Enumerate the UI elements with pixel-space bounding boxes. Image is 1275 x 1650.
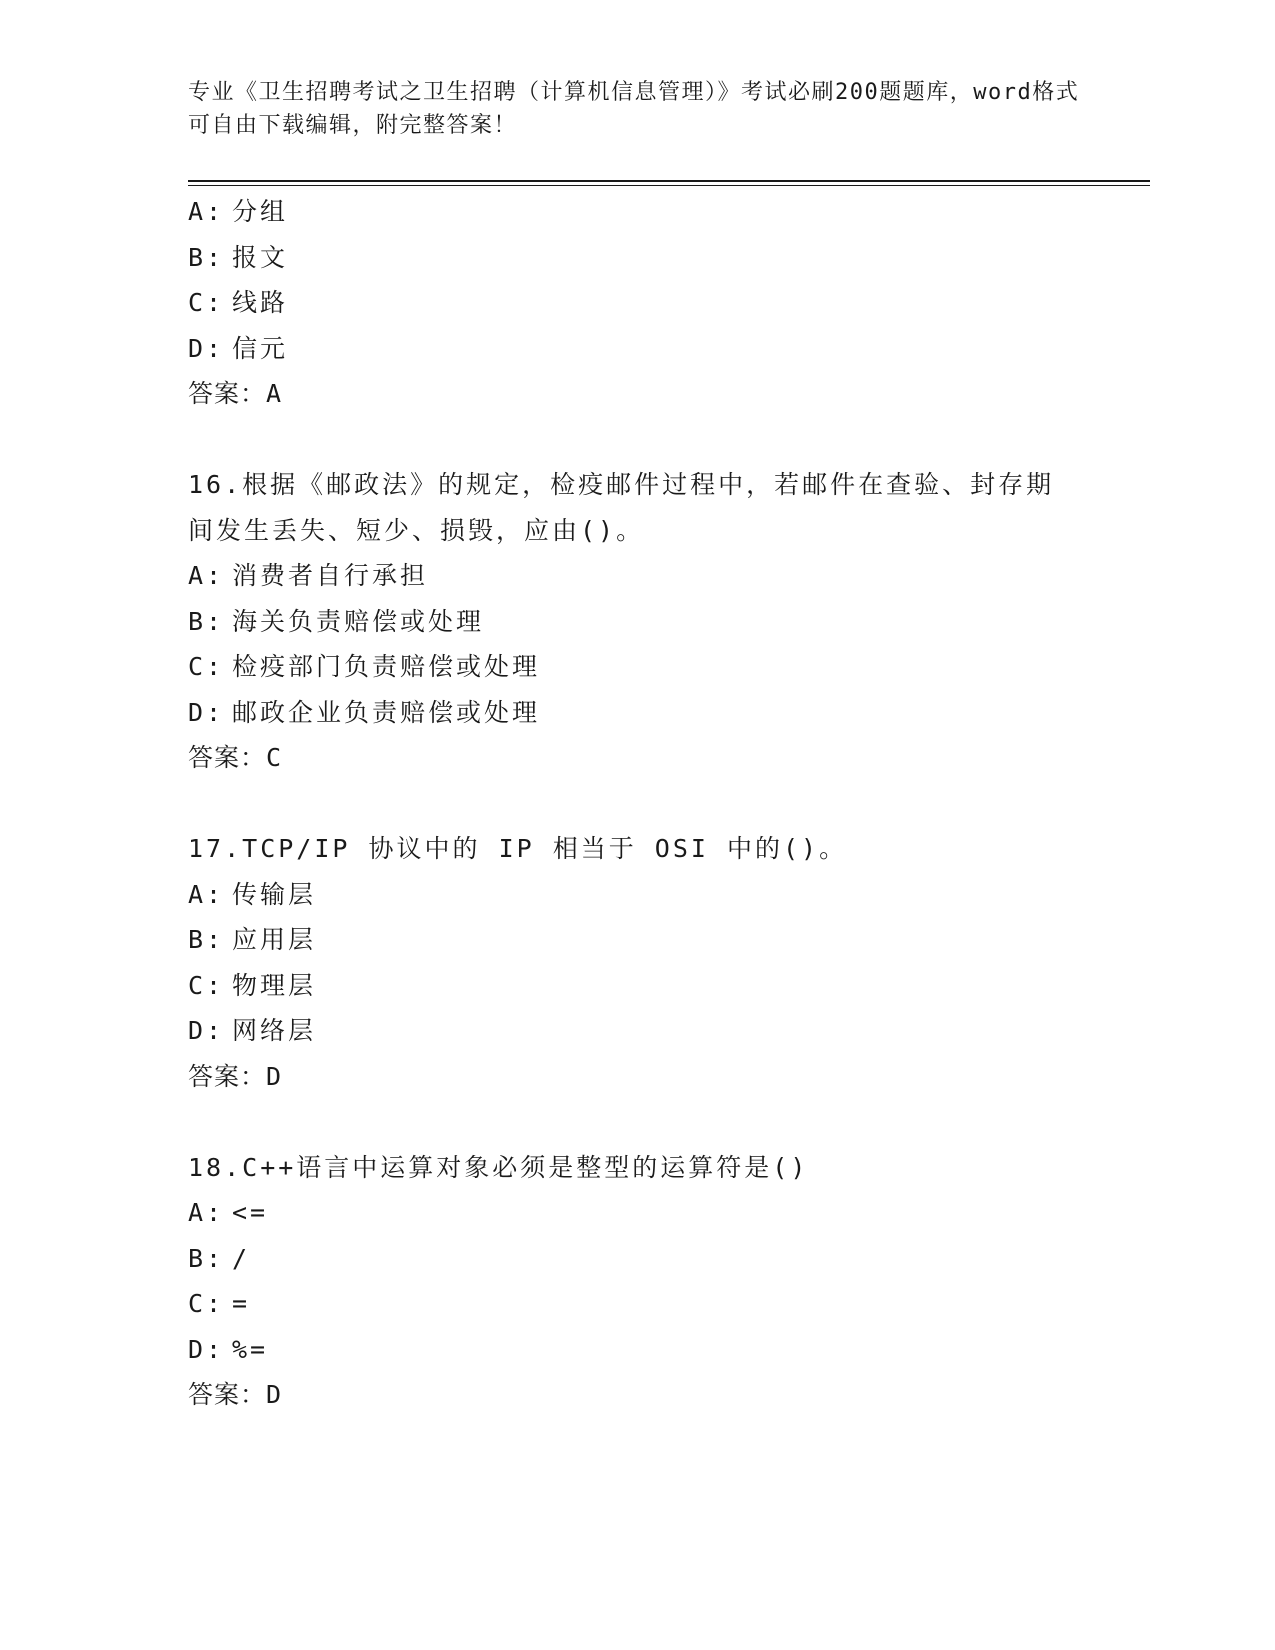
option-text: 传输层 [232, 879, 317, 909]
option-letter: B: [188, 1243, 225, 1273]
question-16 [188, 462, 1088, 781]
option-a [188, 872, 1088, 918]
answer-value: A [266, 379, 283, 408]
question-text-line-1: 18.C++语言中运算对象必须是整型的运算符是() [188, 1152, 809, 1182]
question-17 [188, 826, 1088, 1099]
option-text: 分组 [232, 197, 289, 226]
spacer [188, 781, 1088, 827]
answer-value: C [266, 743, 283, 772]
option-text: = [232, 1289, 251, 1318]
option-text: 网络层 [232, 1016, 317, 1045]
option-a [188, 1190, 1088, 1236]
option-d [188, 1008, 1088, 1054]
option-letter: B: [188, 242, 225, 272]
option-b [188, 599, 1088, 645]
option-text: / [232, 1243, 251, 1273]
option-b [188, 1236, 1088, 1282]
option-letter: B: [188, 925, 225, 954]
option-letter: D: [188, 697, 225, 727]
answer-line [188, 1054, 1088, 1100]
option-d [188, 690, 1088, 736]
answer-label: 答案： [188, 743, 267, 772]
answer-label: 答案： [188, 1380, 267, 1409]
header-rule-thick [188, 180, 1150, 182]
answer-label: 答案： [188, 379, 267, 408]
option-text: <= [232, 1198, 269, 1227]
spacer [188, 417, 1088, 463]
option-text: 海关负责赔偿或处理 [232, 606, 485, 636]
option-letter: C: [188, 288, 225, 317]
question-text-line-1: 17.TCP/IP 协议中的 IP 相当于 OSI 中的()。 [188, 834, 848, 863]
option-d [188, 326, 1088, 372]
question-text-line-2: 间发生丢失、短少、损毁，应由()。 [188, 515, 645, 545]
option-text: 邮政企业负责赔偿或处理 [232, 697, 541, 727]
option-text: 消费者自行承担 [232, 561, 429, 590]
option-text: %= [232, 1334, 269, 1364]
option-text: 物理层 [232, 970, 317, 1000]
document-title: 专业《卫生招聘考试之卫生招聘（计算机信息管理）》考试必刷200题题库，word格式可自由下载编辑，附完整答案！ [188, 80, 1080, 138]
option-text: 检疫部门负责赔偿或处理 [232, 652, 541, 681]
option-text: 应用层 [232, 925, 317, 954]
answer-line [188, 735, 1088, 781]
option-a [188, 189, 1088, 235]
option-text: 线路 [232, 288, 289, 317]
option-b [188, 917, 1088, 963]
option-d [188, 1327, 1088, 1373]
question-list [188, 189, 1088, 1418]
option-letter: D: [188, 333, 225, 363]
question-15 [188, 189, 1088, 417]
answer-value: D [266, 1380, 283, 1409]
option-letter: A: [188, 561, 225, 590]
answer-value: D [266, 1061, 283, 1091]
option-a [188, 553, 1088, 599]
answer-line [188, 371, 1088, 417]
option-text: 信元 [232, 333, 289, 363]
answer-line [188, 1372, 1088, 1418]
question-text-line-1: 16.根据《邮政法》的规定，检疫邮件过程中，若邮件在查验、封存期 [188, 470, 1055, 499]
option-c [188, 963, 1088, 1009]
option-text: 报文 [232, 242, 289, 272]
option-letter: D: [188, 1016, 225, 1045]
header-rule-thin [188, 185, 1150, 186]
option-letter: C: [188, 970, 225, 1000]
option-letter: B: [188, 606, 225, 636]
option-c [188, 644, 1088, 690]
option-c [188, 1281, 1088, 1327]
option-letter: D: [188, 1334, 225, 1364]
option-letter: A: [188, 197, 225, 226]
answer-label: 答案： [188, 1061, 267, 1091]
option-letter: A: [188, 1198, 225, 1227]
option-letter: A: [188, 879, 225, 909]
option-letter: C: [188, 652, 225, 681]
option-b [188, 235, 1088, 281]
question-18 [188, 1145, 1088, 1418]
option-c [188, 280, 1088, 326]
option-letter: C: [188, 1289, 225, 1318]
spacer [188, 1099, 1088, 1145]
